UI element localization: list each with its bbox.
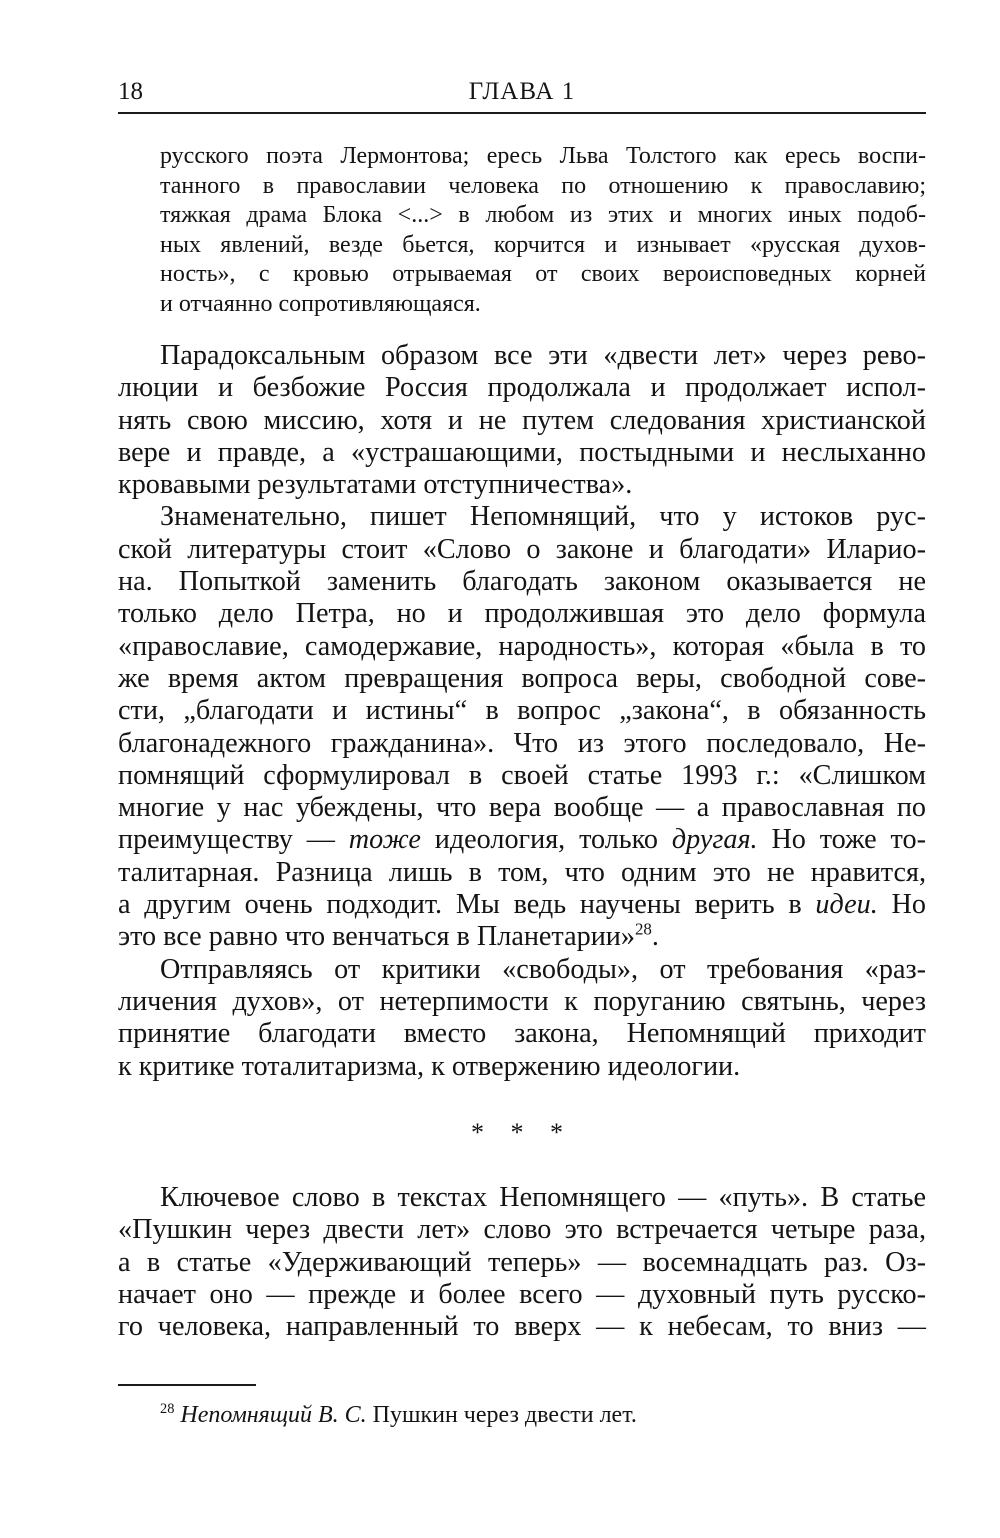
text-line: принятие благодати вместо закона, Непомнящий приходит	[118, 1018, 926, 1050]
main-text-continued	[118, 1182, 926, 1343]
footnote	[160, 1400, 637, 1430]
text-line	[118, 824, 926, 856]
text-line: кровавыми результатами отступничества».	[118, 469, 633, 501]
text-line: Ключевое слово в текстах Непомнящего — «путь». В статье	[160, 1182, 926, 1213]
text-line: многие у нас убеждены, что вера вообще — а православная по	[118, 792, 926, 824]
chapter-title: ГЛАВА 1	[468, 78, 576, 105]
quote-line: ность», с кровью отрываемая от своих вероисповедных корней	[160, 261, 926, 287]
italic-word: тоже	[348, 824, 421, 856]
text-line: «православие, самодержавие, народность», которая «была в то	[118, 630, 926, 662]
text-run: это все равно что венчаться в Планетарии»	[118, 921, 635, 953]
book-page	[118, 0, 926, 1538]
text-line: сти, „благодати и истины“ в вопрос „закона“, в обязанность	[118, 695, 926, 727]
main-text	[118, 340, 926, 1083]
quote-line: ных явлений, везде бьется, корчится и изнывает «русская духов-	[160, 231, 926, 258]
text-line: вере и правде, а «устрашающими, постыдными и неслыханно	[118, 436, 926, 468]
running-head	[118, 76, 926, 114]
text-run: преимуществу —	[118, 824, 349, 856]
text-line	[118, 921, 926, 953]
text-line: люции и безбожие Россия продолжала и продолжает испол-	[118, 372, 926, 404]
quote-line: танного в православии человека по отношению к православию;	[160, 172, 926, 199]
footnote-ref[interactable]: 28	[634, 919, 652, 939]
text-line: на. Попыткой заменить благодать законом оказывается не	[118, 566, 926, 598]
text-line: Отправляясь от критики «свободы», от требования «раз-	[160, 953, 926, 985]
text-run: идеология, только	[420, 824, 672, 856]
page-number: 18	[118, 78, 143, 105]
quote-line: и отчаянно сопротивляющаяся.	[160, 290, 481, 317]
text-line: нять свою миссию, хотя и не путем следования христианской	[118, 404, 926, 436]
text-line: Знаменательно, пишет Непомнящий, что у истоков рус-	[160, 501, 926, 533]
text-run: Но	[877, 889, 926, 921]
text-line: «Пушкин через двести лет» слово это встречается четыре раза,	[118, 1214, 926, 1246]
footnote-title: Пушкин через двести лет.	[366, 1402, 637, 1428]
block-quote	[160, 142, 926, 319]
italic-word: идеи.	[815, 889, 878, 921]
text-run: .	[651, 921, 659, 953]
text-line: только дело Петра, но и продолжившая это дело формула	[118, 598, 926, 630]
text-line: помнящий сформулировал в своей статье 1993 г.: «Слишком	[118, 759, 926, 791]
footnote-number: 28	[160, 1401, 175, 1417]
text-line: же время актом превращения вопроса веры, свободной сове-	[118, 662, 926, 694]
quote-line: русского поэта Лермонтова; ересь Льва Толстого как ересь воспи-	[160, 143, 926, 169]
text-line: личения духов», от нетерпимости к поруганию святынь, через	[118, 985, 926, 1017]
text-line: начает оно — прежде и более всего — духовный путь русско-	[118, 1278, 926, 1310]
footnote-author: Непомнящий В. С.	[180, 1402, 367, 1428]
text-line: талитарная. Разница лишь в том, что одним это не нравится,	[118, 856, 926, 888]
text-line: го человека, направленный то вверх — к небесам, то вниз —	[118, 1311, 926, 1343]
text-line: ской литературы стоит «Слово о законе и благодати» Иларио-	[118, 533, 926, 565]
quote-line: тяжкая драма Блока <...> в любом из этих и многих иных подоб-	[160, 202, 926, 228]
text-line: а в статье «Удерживающий теперь» — восемнадцать раз. Оз-	[118, 1246, 926, 1278]
footnote-rule	[118, 1384, 256, 1386]
text-line: благонадежного гражданина». Что из этого последовало, Не-	[118, 727, 926, 759]
text-run: а другим очень подходит. Мы ведь научены верить в	[118, 889, 816, 921]
section-divider: * * *	[471, 1118, 573, 1147]
text-line: к критике тоталитаризма, к отвержению идеологии.	[118, 1050, 741, 1082]
text-line	[118, 889, 926, 921]
text-line: Парадоксальным образом все эти «двести лет» через рево-	[160, 340, 926, 371]
italic-word: другая.	[671, 824, 758, 856]
text-run: Но тоже то-	[757, 824, 926, 856]
